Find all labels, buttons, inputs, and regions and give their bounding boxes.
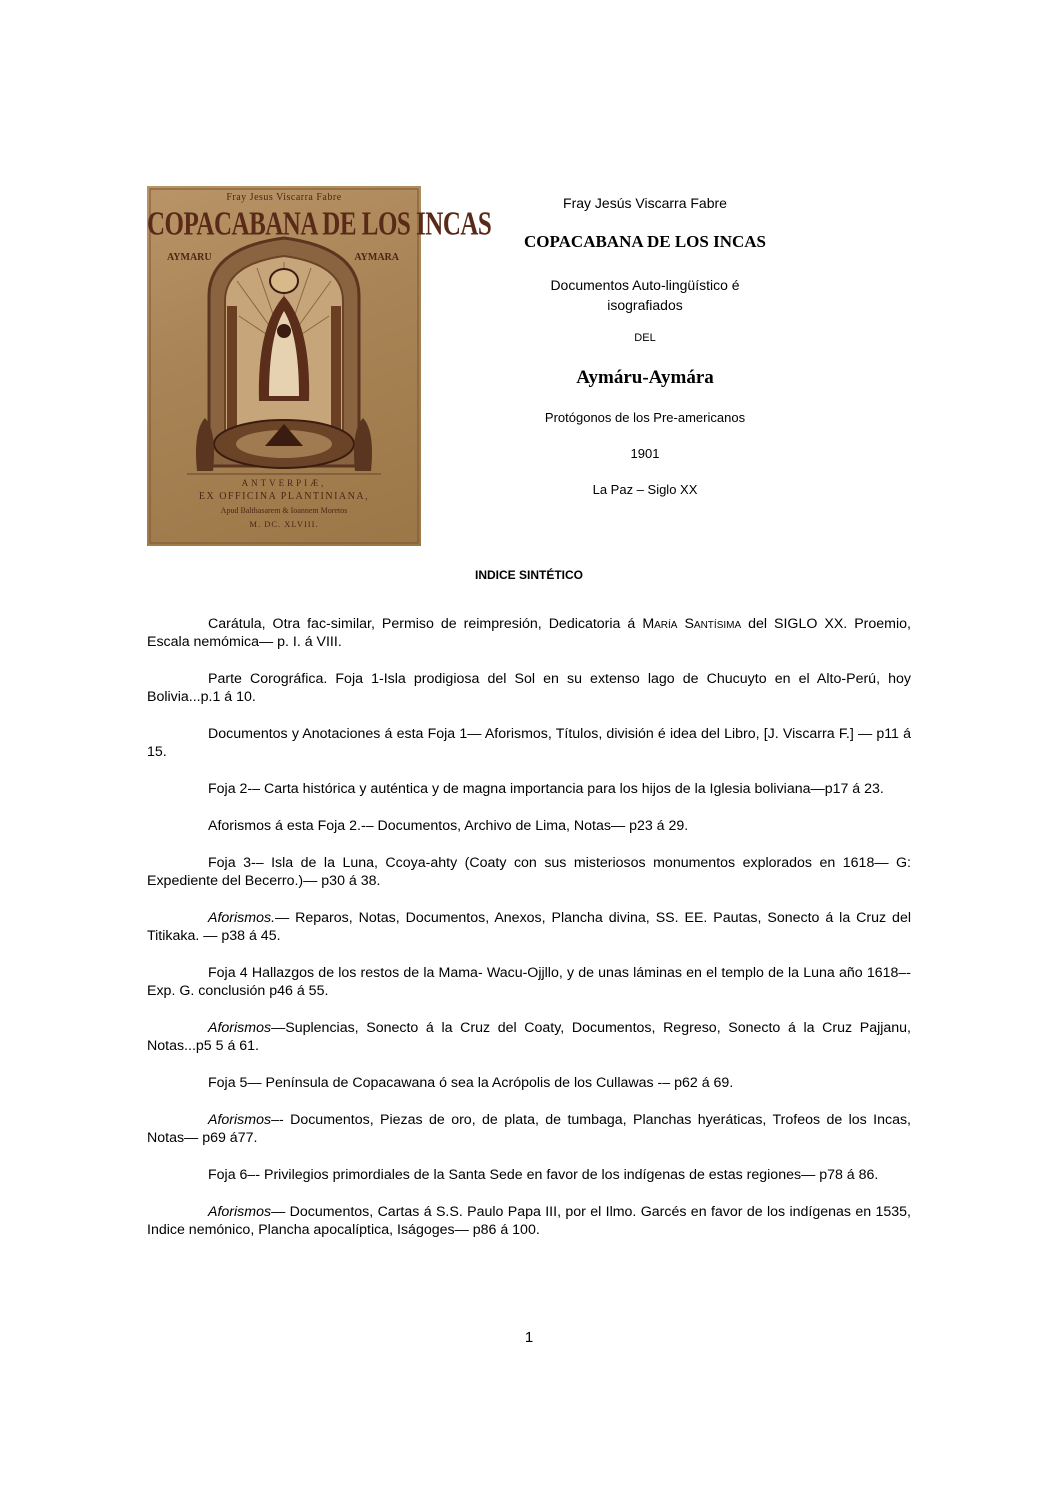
- subtitle: [495, 275, 795, 315]
- page-number: 1: [524, 1329, 534, 1346]
- index-heading: INDICE SINTÉTICO: [474, 568, 583, 582]
- entry-italic: Aforismos.: [208, 910, 276, 926]
- publication-place: La Paz – Siglo XX: [592, 482, 698, 497]
- index-entry: Foja 5— Península de Copacawana ó sea la Acrópolis de los Cullawas -– p62 á 69.: [208, 1075, 734, 1091]
- book-title: COPACABANA DE LOS INCAS: [524, 232, 766, 251]
- book-cover-image: [147, 186, 492, 546]
- entry-text: —Suplencias, Sonecto á la Cruz del Coaty, Documentos, Regreso, Sonecto á la Cruz Pajjanu, Notas...p5 5 á 61.: [147, 1020, 911, 1054]
- index-entry: [147, 1203, 911, 1239]
- index-entry: Aforismos á esta Foja 2.-– Documentos, Archivo de Lima, Notas— p23 á 29.: [208, 818, 689, 834]
- entry-text: –- Documentos, Piezas de oro, de plata, de tumbaga, Planchas hyeráticas, Trofeos de los Incas, Notas— p69 á77.: [147, 1112, 911, 1146]
- entry-italic: Aforismos: [208, 1204, 272, 1220]
- entry-text: del SIGLO XX. Proemio, Escala nemómica— p. I. á VIII.: [147, 616, 911, 650]
- index-entry: [147, 615, 911, 651]
- cover-imprint-officina: EX OFFICINA PLANTINIANA,: [198, 491, 370, 502]
- cover-imprint-city: ANTVERPIÆ,: [241, 478, 327, 488]
- cover-author: Fray Jesus Viscarra Fabre: [226, 192, 342, 203]
- index-entry: Foja 4 Hallazgos de los restos de la Mama- Wacu-Ojjllo, y de unas láminas en el templo de la Luna año 1618–- Exp. G. conclusión p46 á 55.: [147, 965, 911, 999]
- entry-text: Carátula, Otra fac-similar, Permiso de reimpresión, Dedicatoria á: [208, 616, 643, 632]
- index-entry: [147, 1019, 911, 1055]
- del-label: DEL: [634, 332, 656, 344]
- cover-imprint-date: M. DC. XLVIII.: [249, 519, 319, 529]
- entry-text: — Reparos, Notas, Documentos, Anexos, Plancha divina, SS. EE. Pautas, Sonecto á la Cruz del Titikaka. — p38 á 45.: [147, 910, 911, 944]
- entry-smallcaps: María Santísima: [642, 616, 742, 632]
- index-entry: Foja 2-– Carta histórica y auténtica y de magna importancia para los hijos de la Iglesia boliviana—p17 á 23.: [208, 781, 884, 797]
- index-entry: Foja 6–- Privilegios primordiales de la Santa Sede en favor de los indígenas de estas regiones— p78 á 86.: [208, 1167, 879, 1183]
- subtitle-line-1: Documentos Auto-lingüístico é: [550, 277, 740, 293]
- author-line: Fray Jesús Viscarra Fabre: [563, 195, 727, 211]
- index-entry: Foja 3-– Isla de la Luna, Ccoya-ahty (Coaty con sus misteriosos monumentos explorados en 1618— G: Expediente del Becerro.)— p30 á 38.: [147, 855, 911, 889]
- index-entry: [147, 909, 911, 945]
- cover-right-word: AYMARA: [354, 252, 399, 263]
- index-entry: Documentos y Anotaciones á esta Foja 1— Aforismos, Títulos, división é idea del Libro, [J. Viscarra F.] — p11 á 15.: [147, 726, 911, 760]
- index-entry: Parte Corográfica. Foja 1-Isla prodigiosa del Sol en su extenso lago de Chucuyto en el Alto-Perú, hoy Bolivia...p.1 á 10.: [147, 671, 911, 705]
- cover-title: COPACABANA DE LOS INCAS: [147, 206, 492, 243]
- aymaru-heading: Aymáru-Aymára: [576, 367, 714, 388]
- subtitle-line-2: isografiados: [607, 297, 683, 313]
- protogonos-line: Protógonos de los Pre-americanos: [544, 410, 746, 425]
- entry-italic: Aforismos: [208, 1112, 272, 1128]
- entry-italic: Aforismos: [208, 1020, 272, 1036]
- publication-year: 1901: [630, 446, 660, 461]
- cover-left-word: AYMARU: [167, 252, 212, 263]
- cover-imprint-printers: Apud Balthasarem & Ioannem Moretos: [220, 506, 348, 515]
- entry-text: — Documentos, Cartas á S.S. Paulo Papa III, por el Ilmo. Garcés en favor de los indígenas en 1535, Indice nemónico, Plancha apocalíptica, Iságoges— p86 á 100.: [147, 1204, 911, 1238]
- index-entry: [147, 1111, 911, 1147]
- index-entries: [147, 615, 911, 1258]
